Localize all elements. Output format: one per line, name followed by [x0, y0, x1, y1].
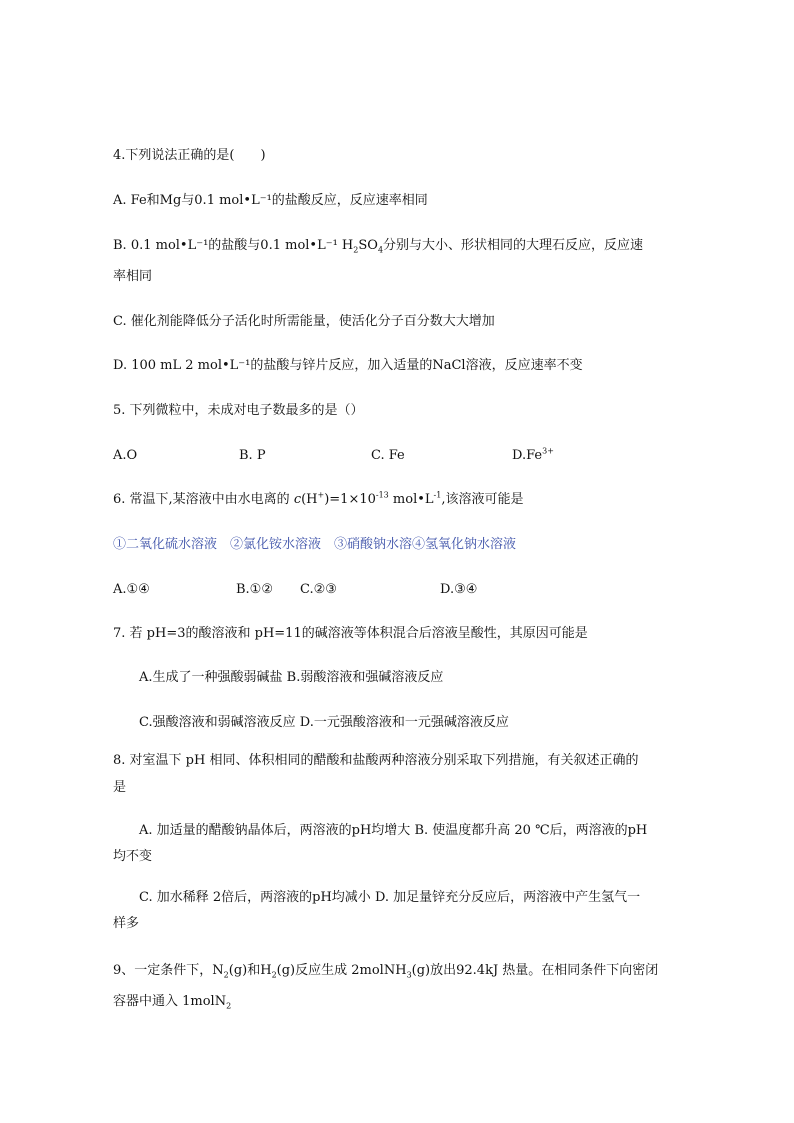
q5-option-c: C. Fe [371, 448, 405, 463]
q9-line1: 9、一定条件下，$N_2(g)$和$H_2(g)$反应生成 2molNH$_3$(g)放出92.4kJ 热量。在相同条件下向密闭 [113, 963, 659, 980]
q8-options-ab-line2: 均不变 [113, 849, 153, 864]
q6-option-b: B.①② [236, 582, 273, 597]
q8-options-ab-line1: A. 加适量的醋酸钠晶体后，两溶液的pH均增大 B. 使温度都升高 20 ℃后，两溶液的pH [139, 823, 648, 838]
q4-option-a: A. Fe和Mg与0.1 mol•L⁻¹的盐酸反应，反应速率相同 [113, 193, 428, 208]
q5-option-b: B. P [239, 448, 266, 463]
q8-stem-line2: 是 [113, 780, 127, 795]
q6-option-c: C.②③ [300, 582, 337, 597]
q9-line2: 容器中通入 1molN$_2$ [113, 994, 232, 1011]
q7-stem: 7. 若 pH=3的酸溶液和 pH=11的碱溶液等体积混合后溶液呈酸性，其原因可能是 [113, 626, 588, 641]
q6-stem: 6. 常温下,某溶液中由水电离的 $c(H^+)=1\times 10^{-13}$ $mol•L^{-1}$,该溶液可能是 [113, 490, 524, 507]
q8-stem-line1: 8. 对室温下 pH 相同、体积相同的醋酸和盐酸两种溶液分别采取下列措施，有关叙述正确的 [113, 753, 639, 768]
q4-option-b-line1: B. 0.1 mol•L⁻¹的盐酸与0.1 mol•L⁻¹ $H_2SO_4$分别与大小、形状相同的大理石反应，反应速 [113, 238, 644, 255]
q4-option-c: C. 催化剂能降低分子活化时所需能量，使活化分子百分数大大增加 [113, 314, 495, 329]
q4-option-d: D. 100 mL 2 mol•L⁻¹的盐酸与锌片反应，加入适量的NaCl溶液，反应速率不变 [113, 358, 583, 373]
q8-options-cd-line1: C. 加水稀释 2倍后，两溶液的pH均减小 D. 加足量锌充分反应后，两溶液中产生氢气一 [139, 890, 641, 905]
q6-option-a: A.①④ [113, 582, 150, 597]
q4-option-b-line2: 率相同 [113, 269, 153, 284]
q8-options-cd-line2: 样多 [113, 916, 140, 931]
q6-option-d: D.③④ [440, 582, 478, 597]
q4-stem: 4.下列说法正确的是( ) [113, 148, 266, 163]
q5-option-a: A.O [113, 448, 138, 463]
q7-options-cd: C.强酸溶液和弱碱溶液反应 D.一元强酸溶液和一元强碱溶液反应 [139, 715, 509, 730]
q5-option-d: $D.Fe^{3+}$ [512, 446, 554, 463]
q7-options-ab: A.生成了一种强酸弱碱盐 B.弱酸溶液和强碱溶液反应 [139, 670, 444, 685]
q5-stem: 5. 下列微粒中，未成对电子数最多的是（） [113, 403, 364, 418]
q6-items: ①二氧化硫水溶液 ②氯化铵水溶液 ③硝酸钠水溶④氢氧化钠水溶液 [113, 537, 517, 552]
